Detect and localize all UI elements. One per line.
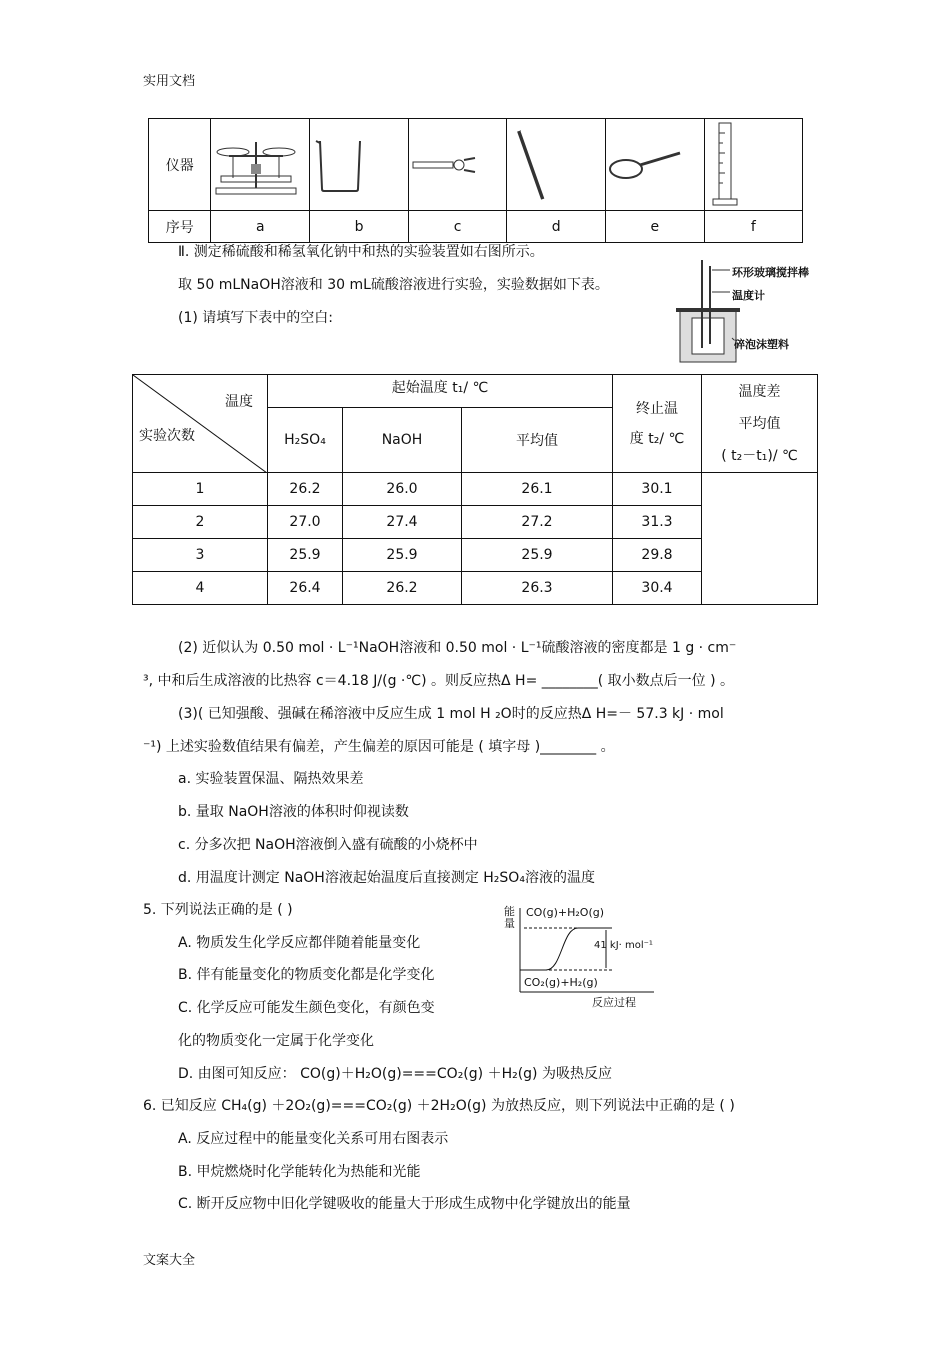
q6-option-a: A. 反应过程中的能量变化关系可用右图表示 xyxy=(178,1131,449,1147)
corner-top-label: 温度 xyxy=(225,394,253,410)
diagonal-line xyxy=(133,375,267,473)
label-foam: 碎泡沫塑料 xyxy=(734,338,789,351)
label-thermometer: 温度计 xyxy=(732,289,765,302)
instrument-table xyxy=(148,118,803,243)
section2-intro: 取 50 mLNaOH溶液和 30 mL硫酸溶液进行实验，实验数据如下表。 xyxy=(178,277,609,293)
section2-title: Ⅱ. 测定稀硫酸和稀氢氧化钠中和热的实验装置如右图所示。 xyxy=(178,244,544,260)
q6-option-b: B. 甲烷燃烧时化学能转化为热能和光能 xyxy=(178,1164,421,1180)
letter-d: d xyxy=(507,211,605,243)
q5-option-b: B. 伴有能量变化的物质变化都是化学变化 xyxy=(178,967,435,983)
diff-header: 温度差 平均值 ( t₂－t₁)/ ℃ xyxy=(702,375,818,473)
beaker-image xyxy=(310,119,409,211)
spoon-icon xyxy=(606,145,686,185)
q5-option-c-line1: C. 化学反应可能发生颜色变化，有颜色变 xyxy=(178,1000,435,1016)
balance-image xyxy=(211,119,310,211)
letter-a: a xyxy=(211,211,310,243)
graph-ylabel-1: 能 xyxy=(504,905,515,918)
row-label-number: 序号 xyxy=(149,211,211,243)
subheader-h2so4: H₂SO₄ xyxy=(268,408,343,473)
page-header: 实用文档 xyxy=(143,74,196,89)
label-stirrer: 环形玻璃搅拌棒 xyxy=(732,266,809,279)
corner-cell xyxy=(133,375,268,473)
q5-option-c-line2: 化的物质变化一定属于化学变化 xyxy=(178,1033,374,1049)
beaker-icon xyxy=(310,135,370,195)
subheader-average: 平均值 xyxy=(462,408,613,473)
data-table xyxy=(132,374,818,605)
graph-ylabel-2: 量 xyxy=(504,917,515,930)
graduated-cylinder-image xyxy=(704,119,802,211)
spoon-image xyxy=(605,119,704,211)
graph-xlabel: 反应过程 xyxy=(592,996,636,1009)
q6-option-c: C. 断开反应物中旧化学键吸收的能量大于形成生成物中化学键放出的能量 xyxy=(178,1196,631,1212)
question-1: (1) 请填写下表中的空白: xyxy=(178,310,333,326)
corner-bottom-label: 实验次数 xyxy=(139,428,195,444)
row-label-instrument: 仪器 xyxy=(149,119,211,211)
table-row: 1 26.2 26.0 26.1 30.1 xyxy=(133,473,818,506)
letter-e: e xyxy=(605,211,704,243)
graph-bottom-state: CO₂(g)+H₂(g) xyxy=(524,976,598,989)
question-6-stem: 6. 已知反应 CH₄(g) ＋2O₂(g)===CO₂(g) ＋2H₂O(g) 为放热反应，则下列说法中正确的是 ( ) xyxy=(143,1098,735,1114)
end-temp-header: 终止温 度 t₂/ ℃ xyxy=(613,375,702,473)
graduated-cylinder-icon xyxy=(705,121,745,209)
page-footer: 文案大全 xyxy=(143,1253,196,1268)
diff-answer-blank xyxy=(702,473,818,605)
letter-f: f xyxy=(704,211,802,243)
q3-option-c: c. 分多次把 NaOH溶液倒入盛有硫酸的小烧杯中 xyxy=(178,837,478,853)
q3-option-b: b. 量取 NaOH溶液的体积时仰视读数 xyxy=(178,804,409,820)
graph-top-state: CO(g)+H₂O(g) xyxy=(526,906,605,919)
start-temp-header: 起始温度 t₁/ ℃ xyxy=(268,375,613,408)
table-row: 4 26.4 26.2 26.3 30.4 xyxy=(133,572,818,605)
question-2-line1: (2) 近似认为 0.50 mol · L⁻¹NaOH溶液和 0.50 mol · L⁻¹硫酸溶液的密度都是 1 g · cm⁻ xyxy=(178,640,737,656)
question-3-line1: (3)( 已知强酸、强碱在稀溶液中反应生成 1 mol H ₂O时的反应热Δ H=－ 57.3 kJ · mol xyxy=(178,706,724,722)
q3-option-a: a. 实验装置保温、隔热效果差 xyxy=(178,771,364,787)
q3-option-d: d. 用温度计测定 NaOH溶液起始温度后直接测定 H₂SO₄溶液的温度 xyxy=(178,870,595,886)
question-5-stem: 5. 下列说法正确的是 ( ) xyxy=(143,902,293,918)
letter-b: b xyxy=(310,211,409,243)
letter-c: c xyxy=(408,211,507,243)
clamp-icon xyxy=(409,150,479,180)
graph-delta: 41 kJ· mol⁻¹ xyxy=(594,940,653,951)
glass-rod-image xyxy=(507,119,605,211)
balance-icon xyxy=(211,130,301,200)
question-2-line2: ³, 中和后生成溶液的比热容 c＝4.18 J/(g ·℃) 。则反应热Δ H= ________( 取小数点后一位 ) 。 xyxy=(143,673,735,689)
question-3-line2: ⁻¹) 上述实验数值结果有偏差，产生偏差的原因可能是 ( 填字母 )________ 。 xyxy=(143,739,615,755)
table-row: 2 27.0 27.4 27.2 31.3 xyxy=(133,506,818,539)
table-row: 3 25.9 25.9 25.9 29.8 xyxy=(133,539,818,572)
q5-option-a: A. 物质发生化学反应都伴随着能量变化 xyxy=(178,935,421,951)
q5-option-d: D. 由图可知反应： CO(g)＋H₂O(g)===CO₂(g) ＋H₂(g) 为吸热反应 xyxy=(178,1066,612,1082)
test-tube-clamp-image xyxy=(408,119,507,211)
glass-rod-icon xyxy=(507,127,557,202)
subheader-naoh: NaOH xyxy=(343,408,462,473)
energy-diagram xyxy=(504,902,664,1012)
